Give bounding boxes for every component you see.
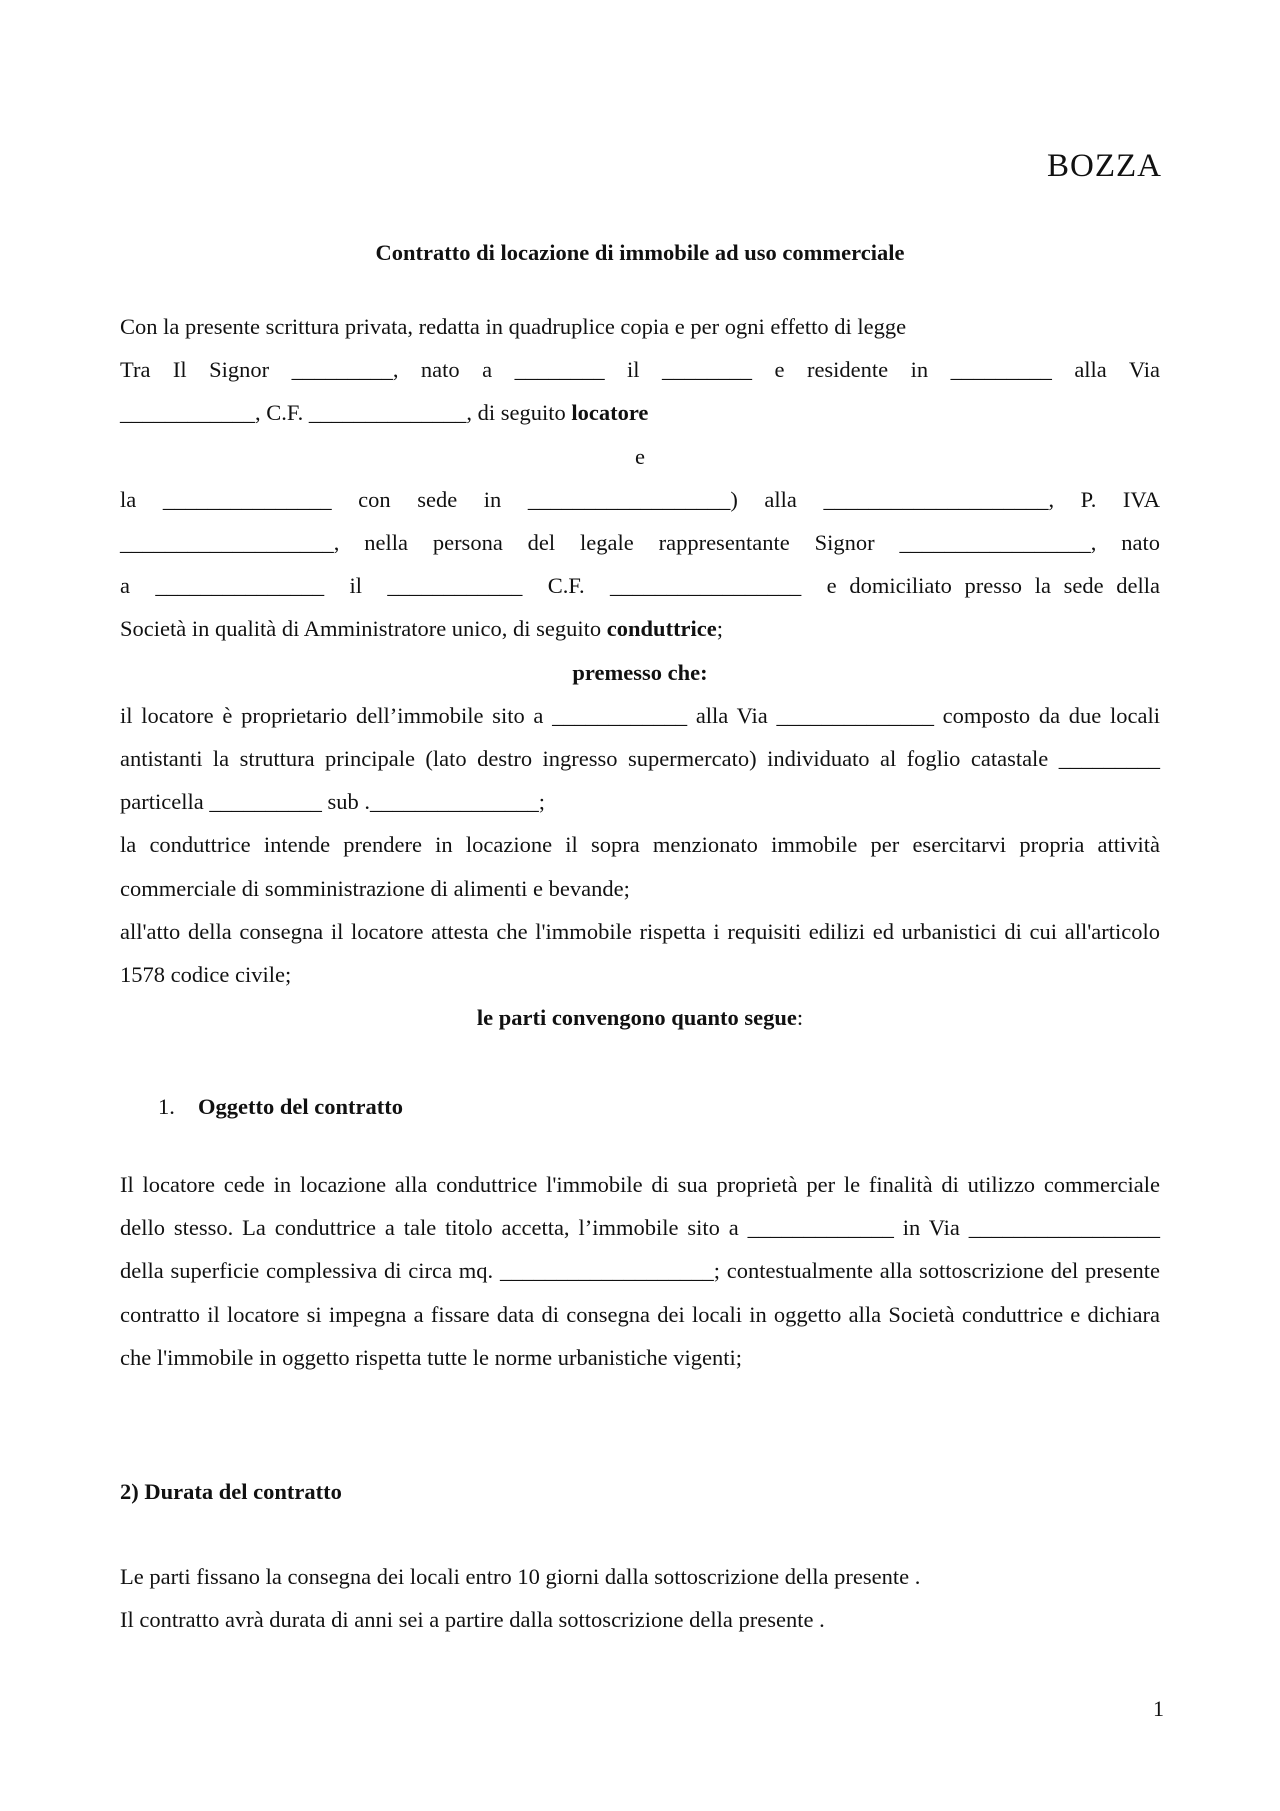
tenant-line-3: a _______________ il ____________ C.F. _________________ e domiciliato presso la sede della — [120, 573, 1160, 599]
conduttrice-label: conduttrice — [606, 616, 717, 642]
section-2-line-2: Il contratto avrà durata di anni sei a partire dalla sottoscrizione della presente . — [120, 1607, 825, 1633]
tenant-role-text: Società in qualità di Amministratore unico, di seguito — [120, 616, 607, 642]
section-1-title: Oggetto del contratto — [198, 1094, 403, 1119]
document-title: Contratto di locazione di immobile ad uso commerciale — [375, 240, 905, 265]
premise-item-2: la conduttrice intende prendere in locazione il sopra menzionato immobile per esercitarvi propria attività commerciale di somministrazione di alimenti e bevande; — [120, 832, 1160, 901]
landlord-details: ____________, C.F. ______________, di seguito — [120, 400, 572, 426]
landlord-line-1: Tra Il Signor _________, nato a ________ il ________ e residente in _________ alla Via — [120, 357, 1160, 383]
conjunction: e — [635, 443, 645, 469]
agreement-heading-text: le parti convengono quanto segue — [476, 1005, 797, 1031]
tenant-line-end: ; — [716, 616, 724, 642]
agreement-colon: : — [796, 1005, 804, 1031]
section-2-body — [120, 1555, 1160, 1641]
section-2-line-1: Le parti fissano la consegna dei locali entro 10 giorni dalla sottoscrizione della presente . — [120, 1564, 921, 1589]
tenant-line-4 — [120, 607, 1160, 650]
section-1-heading — [158, 1085, 403, 1128]
page-number: 1 — [1153, 1696, 1164, 1721]
premises-heading: premesso che: — [572, 659, 708, 685]
premise-item-1: il locatore è proprietario dell’immobile sito a ____________ alla Via ______________ composto da due locali antistanti la struttura principale (lato destro ingresso supermercato) individuato al foglio catastale _________ particella __________ sub ._______________; — [120, 702, 1160, 815]
tenant-line-2: ___________________, nella persona del legale rappresentante Signor _________________, nato — [120, 530, 1160, 556]
intro-paragraph: Con la presente scrittura privata, redatta in quadruplice copia e per ogni effetto di legge — [120, 314, 907, 339]
parties-and-premises — [120, 305, 1160, 1039]
premise-item-3: all'atto della consegna il locatore attesta che l'immobile rispetta i requisiti edilizi ed urbanistici di cui all'articolo 1578 codice civile; — [120, 918, 1160, 988]
section-2-title: 2) Durata del contratto — [120, 1479, 342, 1504]
locatore-label: locatore — [571, 400, 649, 426]
landlord-line-2 — [120, 391, 1160, 434]
section-1-body — [120, 1163, 1160, 1379]
section-1-paragraph: Il locatore cede in locazione alla conduttrice l'immobile di sua proprietà per le finalità di utilizzo commerciale dello stesso. La conduttrice a tale titolo accetta, l’immobile sito a _____________ in Via _________________ della superficie complessiva di circa mq. ___________________; contestualmente alla sottoscrizione del presente contratto il locatore si impegna a fissare data di consegna dei locali in oggetto alla Società conduttrice e dichiara che l'immobile in oggetto rispetta tutte le norme urbanistiche vigenti; — [120, 1172, 1160, 1370]
tenant-line-1: la _______________ con sede in __________________) alla ____________________, P. IVA — [120, 486, 1160, 512]
section-1-number: 1. — [158, 1094, 175, 1119]
draft-label: BOZZA — [1047, 148, 1162, 184]
agreement-heading — [120, 996, 1160, 1039]
